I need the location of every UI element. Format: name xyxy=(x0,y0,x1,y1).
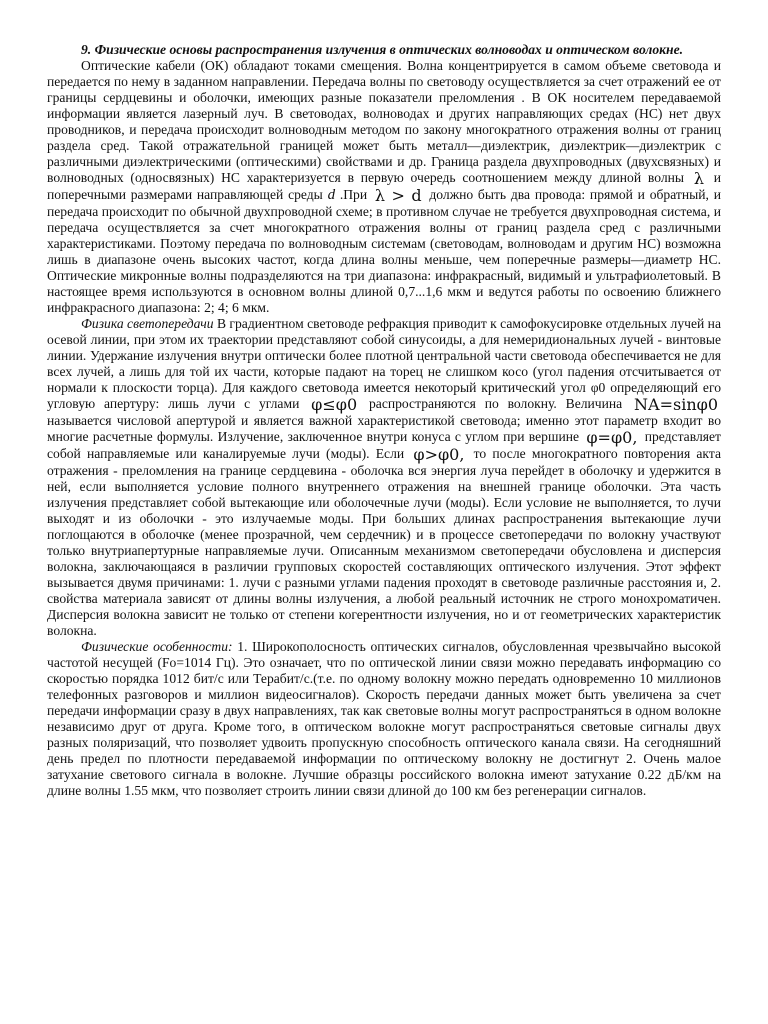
paragraph-text: 1. Широкополосность оптических сигналов, обусловленная чрезвычайно высокой частотой несущей (Fo=1014 Гц). Это означает, что по оптической линии связи можно передавать информацию со скоростью порядка 1012 бит/с или Терабит/с.(т.е. по одному волокну можно передать одновременно 10 миллионов телефонных разговоров и миллион видеосигналов). Скорость передачи данных может быть увеличена за счет передачи информации сразу в двух направлениях, так как световые волны могут распространяться в одном волокне независимо друг от друга. Кроме того, в оптическом волокне могут распространяться световые сигналы двух разных поляризаций, что позволяет удвоить пропускную способность оптического канала связи. На сегодняшний день предел по плотности передаваемой информации по оптическому волокну не достигнут 2. Очень малое затухание светового сигнала в волокне. Лучшие образцы российского волокна имеют затухание 0.22 дБ/км на длине волны 1.55 мкм, что позволяет строить линии связи длиной до 100 км без регенерации сигналов. xyxy=(47,639,721,798)
paragraph-text: распространяются по волокну. Величина xyxy=(368,396,623,411)
paragraph-text: представляет собой направляемые или каналируемые лучи (моды). Если xyxy=(47,429,721,461)
paragraph-optical-cables xyxy=(47,58,721,316)
paragraph-text: Оптические кабели (ОК) обладают токами смещения. Волна концентрируется в самом объеме световода и передается по нему в заданном направлении. Передача волны по световоду осуществляется за счет отражений ее от границы сердцевины и оболочки, имеющих разные показатели преломления . В ОК носителем передаваемой информации является лазерный луч. В световодах, волноводах и других направляющих средах (НС) нет двух проводников, и передача происходит волноводным методом по закону многократного отражения волны от границ раздела сред. Такой отражательной границей может быть металл—диэлектрик, диэлектрик—диэлектрик с различными диэлектрическими (оптическими) свойствами и др. Граница раздела двухпроводных (двухсвязных) и волноводных (односвязных) НС характеризуется в первую очередь соотношением между длиной волны xyxy=(47,58,721,185)
paragraph-light-physics xyxy=(47,316,721,639)
paragraph-text: должно быть два провода: прямой и обратный, и передача происходит по обычной двухпроводной схеме; в противном случае не требуется двухпроводная система, и передача осуществляется за счет многократного отражения волны от границ раздела сред с различными характеристиками. Поэтому передача по волноводным системам (световодам, волноводам и другим НС) возможна лишь в диапазоне очень высоких частот, когда длина волны меньше, чем поперечные размеры—диаметр НС. Оптические микронные волны подразделяются на три диапазона: инфракрасный, видимый и ультрафиолетовый. В настоящее время используются в основном волны длиной 0,7...1,6 мкм и ведутся работы по освоению ближнего инфракрасного диапазона: 2; 4; 6 мкм. xyxy=(47,187,721,315)
paragraph-text: называется числовой апертурой и является важной характеристикой световода; именно этот параметр входит во многие расчетные формулы. Излучение, заключенное внутри конуса с углом при вершине xyxy=(47,413,721,444)
formula-numerical-aperture: NA=sinφ0 xyxy=(634,395,719,414)
formula-angle-eq: φ=φ0, xyxy=(586,428,638,447)
lambda-symbol: λ xyxy=(693,169,704,188)
formula-angle-gt: φ>φ0, xyxy=(413,445,465,464)
paragraph-text: В градиентном световоде рефракция приводит к самофокусировке отдельных лучей на осевой линии, при этом их траектории представляют собой синусоиды, а для немеридиональных лучей - винтовые линии. Удержание излучения внутри оптически более плотной центральной части световода обеспечивается не для всех лучей, а лишь для той их части, которые падают на торец не слишком косо (угол падения отсчитывается от нормали к плоскости торца). Для каждого световода имеется некоторый критический угол φ0 определяющий его угловую апертуру: лишь лучи с углами xyxy=(47,316,721,411)
formula-angle-le: φ≤φ0 xyxy=(311,395,358,414)
paragraph-text: то после многократного повторения акта отражения - преломления на границе сердцевина - оболочка вся энергия луча перейдет в оболочку и удержится в ней, если выполняется условие полного внутреннего отражения на внешней границе оболочки. Эта часть излучения представляет собой вытекающие или оболочечные лучи (моды). Если условие не выполняется, то лучи выходят и из оболочки - это излучаемые моды. При больших длинах распространения вытекающие лучи поглощаются в оболочке (менее прозрачной, чем сердечник) и в процессе светопередачи по волокну участвуют только внутриапертурные направляемые лучи. Описанным механизмом светопередачи обусловлена и дисперсия волокна, заключающаяся в различии групповых скоростей составляющих оптического излучения. Этот эффект вызывается двумя причинами: 1. лучи с разными углами падения проходят в световоде различные расстояния и, 2. свойства материала зависят от длины волны излучения, а любой реальный источник не строго монохроматичен. Дисперсия волокна зависит не только от степени когерентности излучения, но и от геометрических характеристик волокна. xyxy=(47,446,721,638)
d-symbol: d xyxy=(327,187,336,203)
document-body xyxy=(47,42,721,799)
paragraph-lead: Физические особенности: xyxy=(81,639,233,654)
paragraph-text: .При xyxy=(339,187,368,202)
paragraph-text: и поперечными размерами направляющей среды xyxy=(47,170,722,202)
section-heading: 9. Физические основы распространения излучения в оптических волноводах и оптическом волокне. xyxy=(81,42,684,57)
paragraph-physical-features xyxy=(47,639,721,799)
condition-formula: λ > d xyxy=(374,186,422,205)
paragraph-lead: Физика светопередачи xyxy=(81,316,214,331)
